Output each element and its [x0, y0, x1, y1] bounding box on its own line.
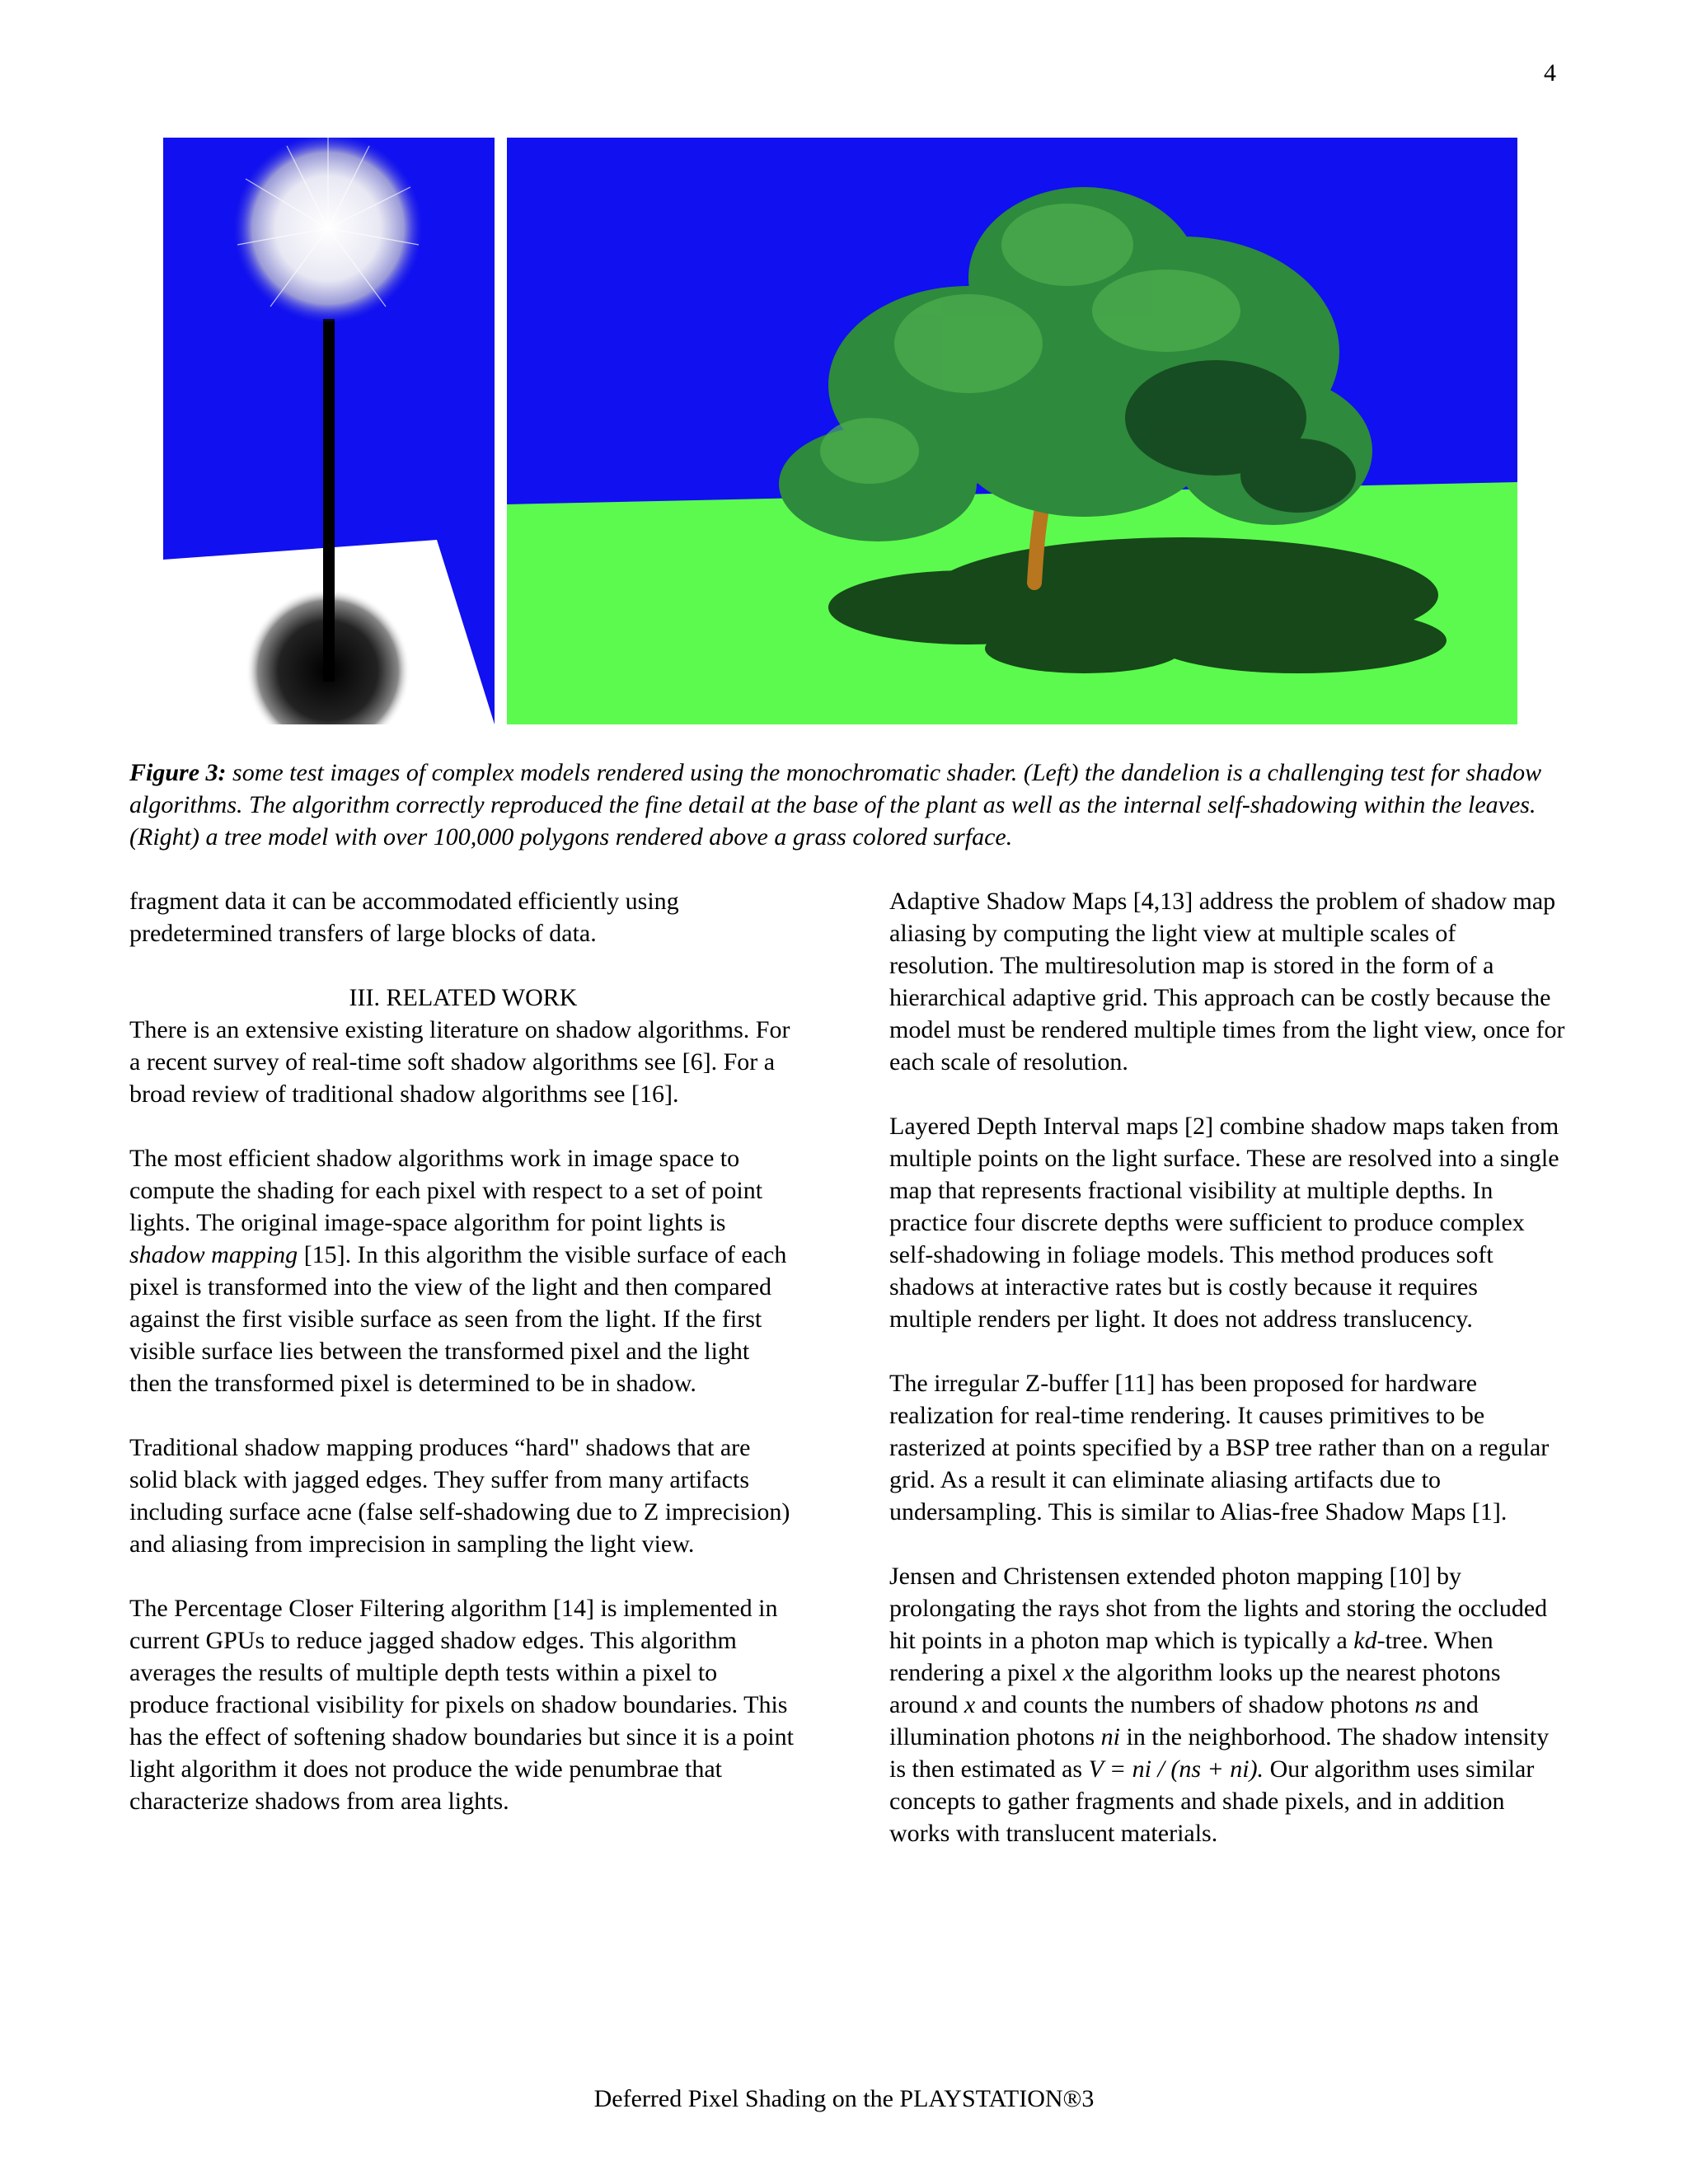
text-run: The most efficient shadow algorithms work in image space to compute the shading for each pixel with respect to a set of point lights. The original image-space algorithm for point lights is	[129, 1145, 763, 1236]
figure-caption-text: some test images of complex models rendered using the monochromatic shader. (Left) the dandelion is a challenging test for shadow algorithms. The algorithm correctly reproduced the fine detail at the base of the plant as well as the internal self-shadowing within the leaves. (Right) a tree model with over 100,000 polygons rendered above a grass colored surface.	[129, 759, 1542, 851]
figure-dandelion-image	[163, 138, 495, 724]
emphasis: ni	[1100, 1723, 1121, 1750]
dandelion-stem	[323, 319, 335, 682]
paragraph: The Percentage Closer Filtering algorithm [14] is implemented in current GPUs to reduce jagged shadow edges. This algorithm averages the results of multiple depth tests within a pixel to produce fractional visibility for pixels on shadow boundaries. This has the effect of softening shadow boundaries but since it is a point light algorithm it does not produce the wide penumbrae that characterize shadows from area lights.	[129, 1595, 794, 1815]
figure-label: Figure 3:	[129, 759, 227, 786]
paragraph: Layered Depth Interval maps [2] combine shadow maps taken from multiple points on the light surface. These are resolved into a single map that represents fractional visibility at multiple depths. In practice four discrete depths were sufficient to produce complex self-shadowing in foliage models. This method produces soft shadows at interactive rates but is costly because it requires multiple renders per light. It does not address translucency.	[889, 1113, 1559, 1333]
left-column	[129, 885, 797, 1849]
paragraph	[889, 1560, 1565, 1849]
text-run: and counts the numbers of shadow photons	[975, 1691, 1415, 1718]
paragraph: The irregular Z-buffer [11] has been proposed for hardware realization for real-time rendering. It causes primitives to be rasterized at points specified by a BSP tree rather than on a regular grid. As a result it can eliminate aliasing artifacts due to undersampling. This is similar to Alias-free Shadow Maps [1].	[889, 1370, 1550, 1526]
emphasis: x	[1062, 1659, 1075, 1686]
text-run: Our algorithm uses similar concepts to gather fragments and shade pixels, and in addition works with translucent materials.	[889, 1755, 1535, 1847]
text-run: and illumination photons	[889, 1691, 1479, 1750]
tree-render	[507, 138, 1517, 724]
page-footer: Deferred Pixel Shading on the PLAYSTATION®3	[593, 2085, 1095, 2112]
text-run: [15]. In this algorithm the visible surface of each pixel is transformed into the view of the light and then compared against the first visible surface as seen from the light. If the first visible surface lies between the transformed pixel and the light then the transformed pixel is determined to be in shadow.	[129, 1241, 787, 1397]
section-heading: III. RELATED WORK	[349, 984, 578, 1011]
figure-tree-image	[507, 138, 1517, 724]
emphasis: x	[964, 1691, 976, 1718]
emphasis: shadow mapping	[129, 1241, 298, 1268]
emphasis: V = ni / (ns + ni).	[1088, 1755, 1264, 1783]
paragraph	[129, 1142, 797, 1399]
figure-caption	[129, 757, 1547, 853]
text-run: Jensen and Christensen extended photon mapping [10] by prolongating the rays shot from the lights and storing the occluded hit points in a photon map which is typically a	[889, 1563, 1548, 1654]
text-run: in the neighborhood. The shadow intensity is then estimated as	[889, 1723, 1550, 1783]
dandelion-render	[163, 138, 495, 724]
paragraph: Traditional shadow mapping produces “hard" shadows that are solid black with jagged edges. They suffer from many artifacts including surface acne (false self-shadowing due to Z imprecision) and aliasing from imprecision in sampling the light view.	[129, 1434, 790, 1558]
paragraph: Adaptive Shadow Maps [4,13] address the problem of shadow map aliasing by computing the light view at multiple scales of resolution. The multiresolution map is stored in the form of a hierarchical adaptive grid. This approach can be costly because the model must be rendered multiple times from the light view, once for each scale of resolution.	[889, 888, 1565, 1076]
text-run: -tree. When rendering a pixel	[889, 1627, 1493, 1686]
emphasis: kd	[1353, 1627, 1377, 1654]
emphasis: ns	[1414, 1691, 1437, 1718]
right-column	[889, 885, 1565, 1882]
page-number: 4	[1544, 59, 1556, 87]
paragraph: There is an extensive existing literature on shadow algorithms. For a recent survey of real-time soft shadow algorithms see [6]. For a broad review of traditional shadow algorithms see [16].	[129, 1016, 790, 1108]
paragraph: fragment data it can be accommodated efficiently using predetermined transfers of large blocks of data.	[129, 888, 679, 947]
text-run: the algorithm looks up the nearest photons around	[889, 1659, 1501, 1718]
